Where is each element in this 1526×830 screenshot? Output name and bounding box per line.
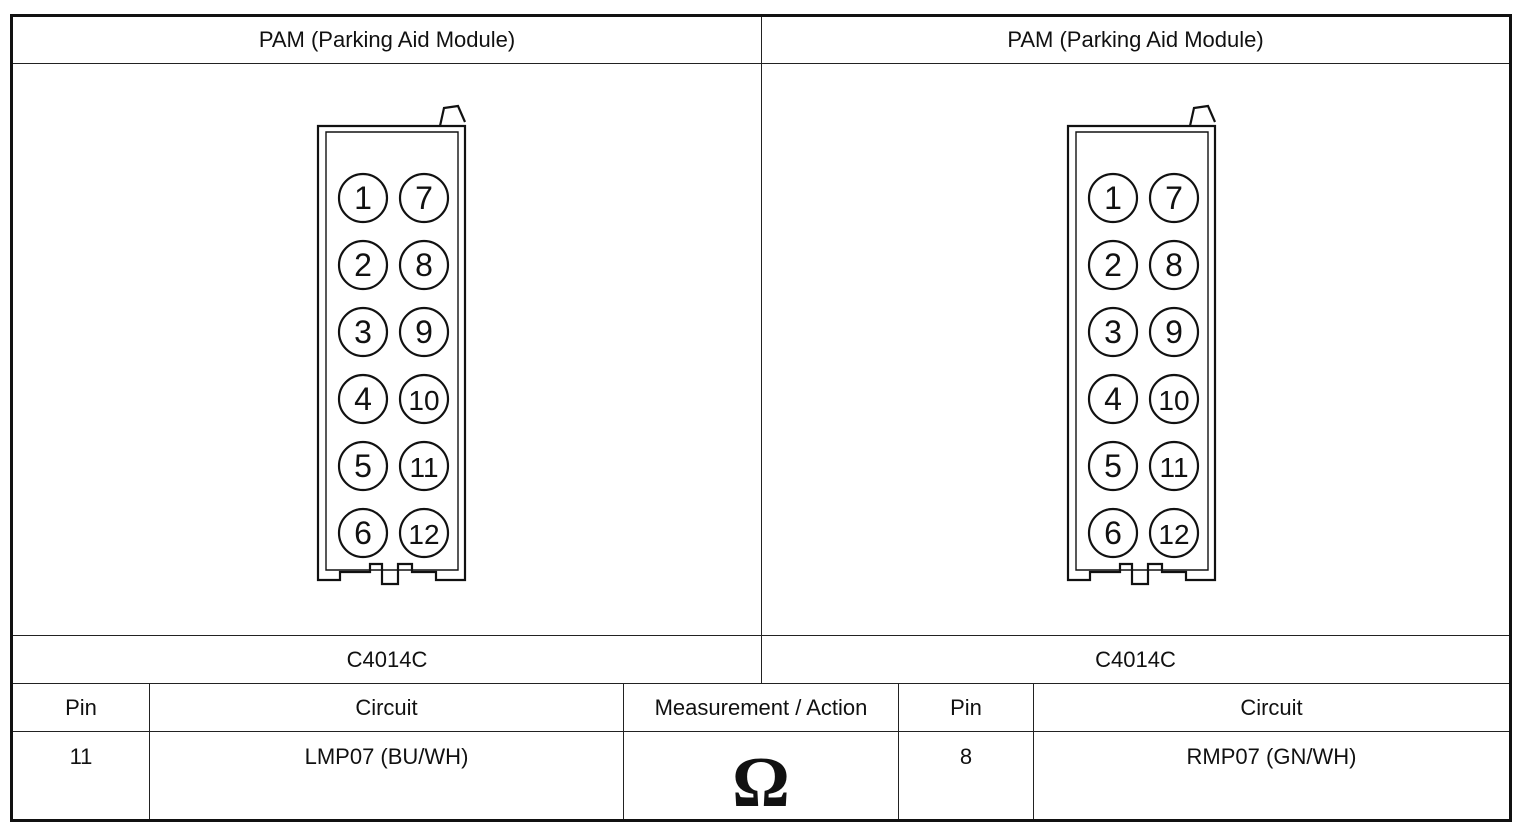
row-circuit-right: RMP07 (GN/WH)	[1186, 744, 1357, 769]
header-pin-right: Pin	[950, 694, 982, 720]
pin-number-label: 11	[1159, 452, 1189, 483]
header-measurement: Measurement / Action	[654, 694, 868, 720]
pin-number-label: 9	[415, 314, 433, 350]
header-circuit-right: Circuit	[1240, 694, 1303, 720]
pin-number-label: 10	[408, 385, 440, 416]
pin-number-label: 1	[1104, 180, 1122, 216]
pin-number-label: 6	[354, 515, 372, 551]
pin-number-label: 11	[409, 452, 439, 483]
pin-number-label: 9	[1165, 314, 1183, 350]
ohm-symbol: Ω	[732, 742, 790, 822]
row-pin-right: 8	[959, 744, 973, 769]
header-pin-left: Pin	[65, 694, 97, 720]
pin-number-label: 3	[354, 314, 372, 350]
pin-number-label: 7	[415, 180, 433, 216]
connector-tab	[440, 106, 465, 126]
pin-number-label: 12	[1158, 519, 1190, 550]
pin-number-label: 6	[1104, 515, 1122, 551]
pin-number-label: 5	[1104, 448, 1122, 484]
pin-number-label: 4	[1104, 381, 1122, 417]
connector-face-right	[1050, 102, 1220, 592]
module-title-left: PAM (Parking Aid Module)	[258, 27, 516, 52]
pin-number-label: 3	[1104, 314, 1122, 350]
pin-number-label: 12	[408, 519, 440, 550]
row-circuit-left: LMP07 (BU/WH)	[304, 744, 469, 769]
pin-number-label: 4	[354, 381, 372, 417]
pin-number-label: 8	[415, 247, 433, 283]
connector-id-left: C4014C	[346, 646, 428, 672]
pin-number-label: 10	[1158, 385, 1190, 416]
pin-number-label: 1	[354, 180, 372, 216]
row-pin-left: 11	[69, 744, 93, 769]
connector-face-left	[300, 102, 470, 592]
pin-number-label: 7	[1165, 180, 1183, 216]
pin-number-label: 8	[1165, 247, 1183, 283]
connector-tab	[1190, 106, 1215, 126]
pin-number-label: 2	[1104, 247, 1122, 283]
pin-number-label: 5	[354, 448, 372, 484]
connector-id-right: C4014C	[1095, 646, 1176, 672]
diagram-frame	[10, 14, 1512, 822]
pin-number-label: 2	[354, 247, 372, 283]
module-title-right: PAM (Parking Aid Module)	[1007, 27, 1264, 52]
header-circuit-left: Circuit	[355, 694, 418, 720]
divider	[761, 17, 762, 684]
